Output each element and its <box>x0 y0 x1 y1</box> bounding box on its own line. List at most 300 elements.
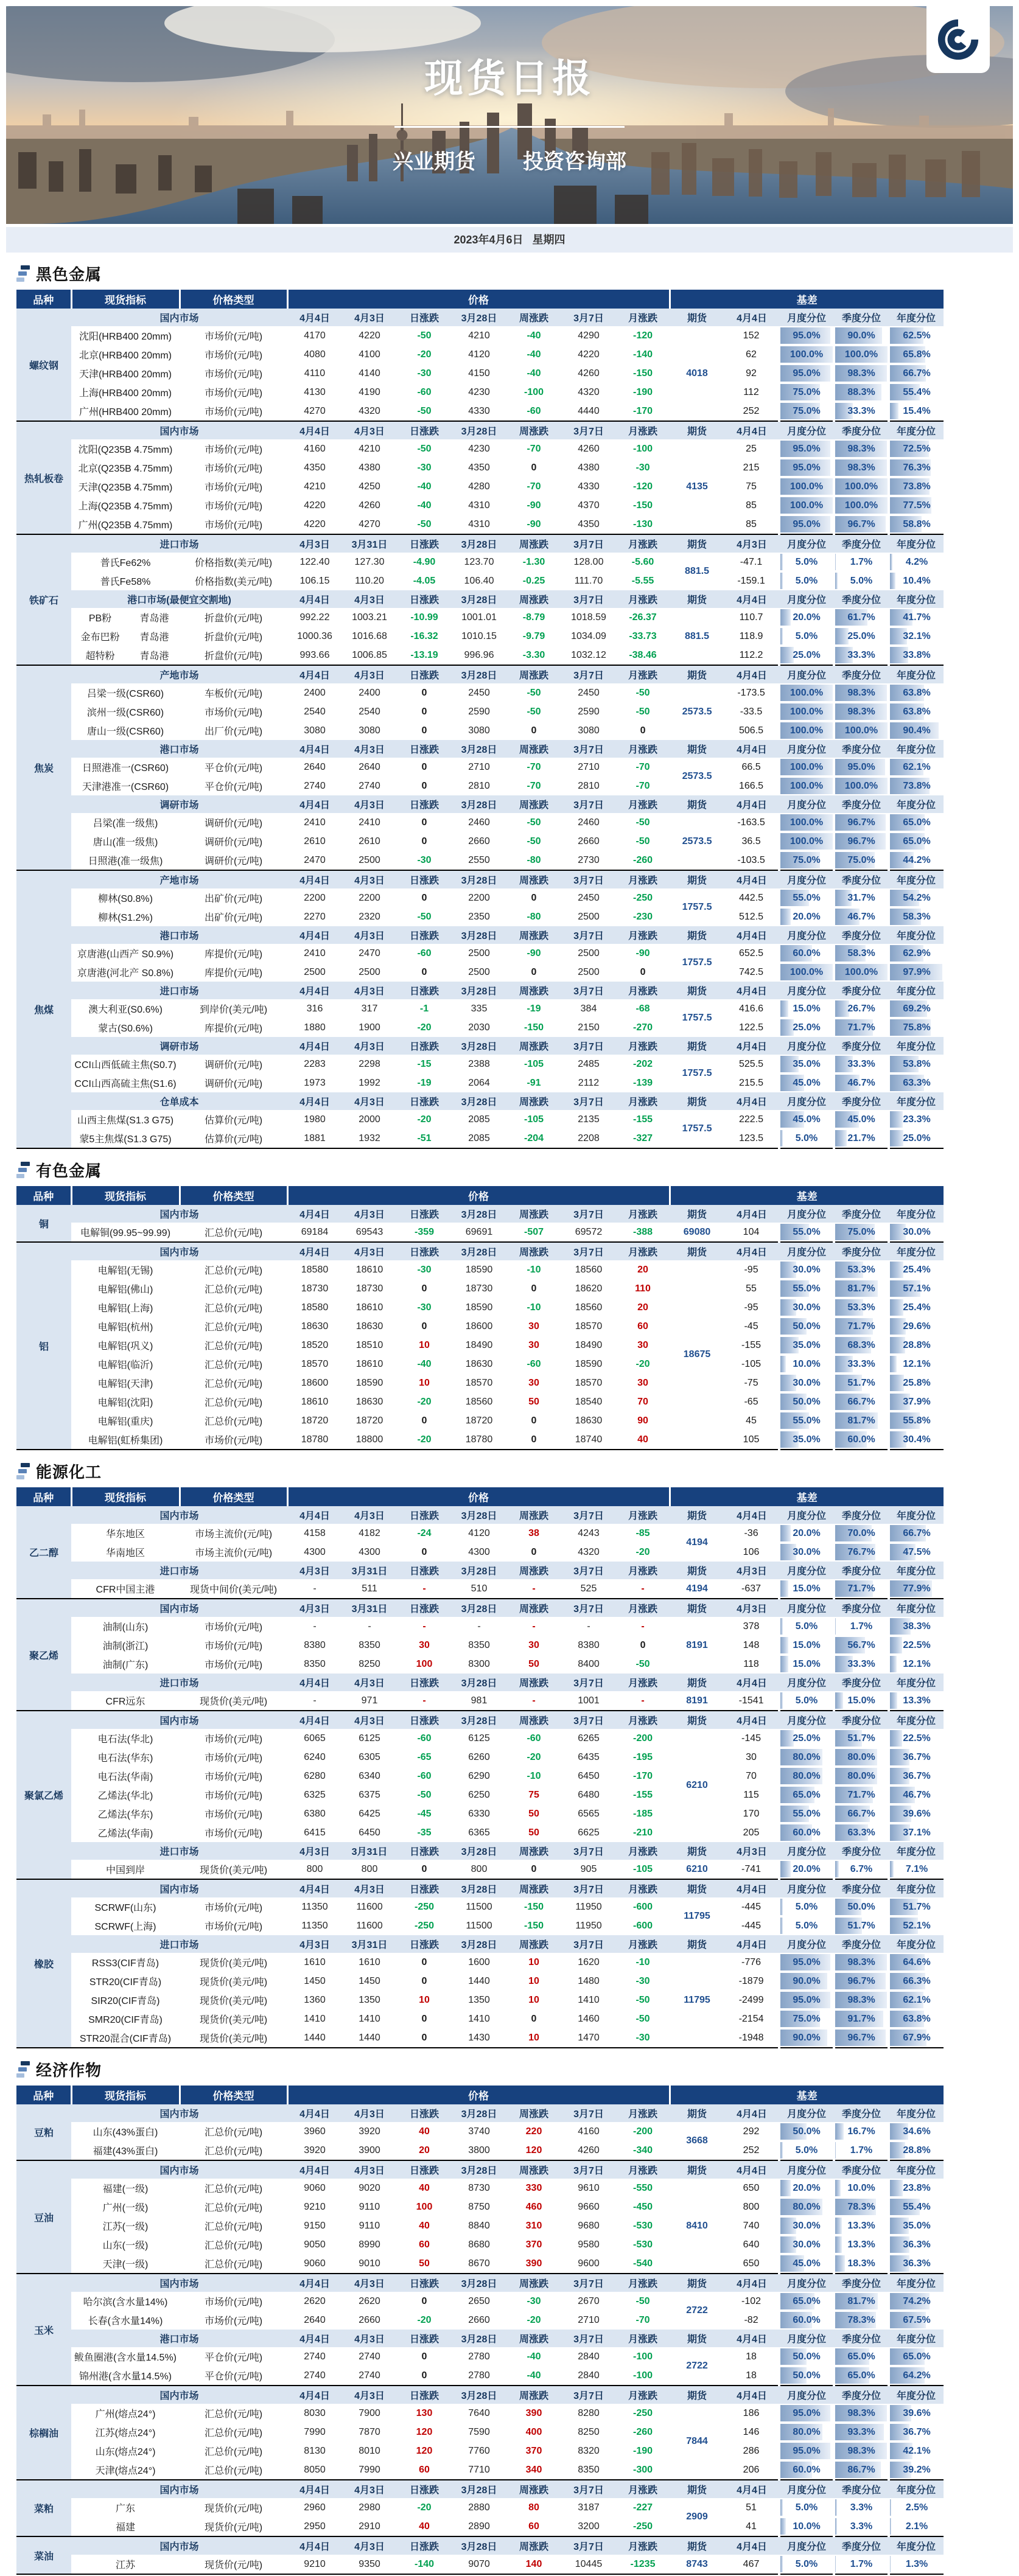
price-cell: 4260 <box>561 439 616 458</box>
change-cell: -550 <box>616 2179 670 2197</box>
price-cell: 1460 <box>561 2009 616 2028</box>
percentile-value: 1.3% <box>905 2558 928 2569</box>
price-cell: - <box>452 1617 506 1636</box>
percentile-cell <box>889 364 944 383</box>
commodity-group-聚氯乙烯 <box>16 1711 944 1879</box>
change-cell: -250 <box>616 2404 670 2423</box>
price-cell: 2910 <box>342 2517 397 2536</box>
change-cell: -155 <box>616 1785 670 1804</box>
percentile-value: 50.0% <box>793 2351 821 2362</box>
price-cell: 106.15 <box>287 571 342 590</box>
change-cell: 110 <box>616 1279 670 1298</box>
percentile-cell <box>889 999 944 1018</box>
date-label: 月涨跌 <box>616 926 670 944</box>
percentile-value: 15.0% <box>793 1583 821 1594</box>
price-cell: 7590 <box>452 2423 506 2442</box>
date-label: 期货 <box>670 1562 724 1579</box>
commodity-name: 焦煤 <box>16 870 71 1148</box>
price-cell: 9660 <box>561 2197 616 2216</box>
date-label: 周涨跌 <box>506 2104 561 2122</box>
percentile-cell <box>834 907 889 926</box>
change-cell: -190 <box>616 2442 670 2460</box>
report-title: 现货日报 <box>424 57 595 100</box>
change-cell: 10 <box>397 1336 452 1355</box>
percentile-cell <box>889 1804 944 1823</box>
table-row <box>16 1543 944 1562</box>
percentile-bar <box>890 1375 904 1391</box>
commodity-name: 菜粕 <box>16 2480 71 2536</box>
percentile-value: 25.4% <box>903 1264 931 1275</box>
price-cell: 2740 <box>287 2347 342 2366</box>
percentile-value: 15.0% <box>793 1639 821 1650</box>
market-label: 国内市场 <box>71 2274 287 2292</box>
date-label: 日涨跌 <box>397 2104 452 2122</box>
percentile-cell <box>779 1785 834 1804</box>
price-type-cell: 市场价(元/吨) <box>180 477 287 496</box>
price-type-cell: 市场价(元/吨) <box>180 1823 287 1842</box>
commodity-group-菜油 <box>16 2536 944 2574</box>
change-cell: -1 <box>397 999 452 1018</box>
indicator-name-cell: 沈阳(HRB400 20mm) <box>71 326 180 345</box>
percentile-cell <box>779 963 834 982</box>
table-row <box>16 1223 944 1242</box>
price-type-cell: 现货价(美元/吨) <box>180 1860 287 1879</box>
percentile-bar <box>890 1692 897 1709</box>
percentile-cell <box>889 439 944 458</box>
date-label: 4月3日 <box>287 1842 342 1860</box>
percentile-value: 90.0% <box>847 330 875 341</box>
percentile-value: 1.7% <box>850 556 873 567</box>
percentile-cell <box>889 1729 944 1748</box>
percentile-cell <box>834 2311 889 2330</box>
date-label: 3月7日 <box>561 2536 616 2555</box>
price-cell: 1900 <box>342 1018 397 1037</box>
basis-cell: 104 <box>724 1223 779 1242</box>
change-cell: -130 <box>616 515 670 534</box>
price-cell: 18720 <box>342 1411 397 1430</box>
indicator-name-cell: 柳林(S0.8%) <box>71 888 180 907</box>
price-cell: 1440 <box>287 2028 342 2048</box>
market-label: 国内市场 <box>71 2386 287 2404</box>
change-cell: -210 <box>616 1823 670 1842</box>
basis-cell: 66.5 <box>724 758 779 777</box>
report-date: 2023年4月6日 <box>453 234 524 246</box>
report-subtitle <box>6 145 1013 175</box>
tick-bar-icon <box>21 1463 30 1467</box>
date-label: 3月7日 <box>561 309 616 326</box>
date-label: 日涨跌 <box>397 590 452 608</box>
price-type-cell: 折盘价(元/吨) <box>180 646 287 665</box>
price-cell: 9210 <box>287 2197 342 2216</box>
date-label: 期货 <box>670 2386 724 2404</box>
table-row <box>16 477 944 496</box>
indicator-name-cell: SCRWF(上海) <box>71 1916 180 1935</box>
table-row <box>16 944 944 963</box>
change-cell: -9.79 <box>506 627 561 646</box>
percentile-value: 46.7% <box>903 1789 931 1800</box>
basis-cell: 205 <box>724 1823 779 1842</box>
indicator-name-cell: 山东(一级) <box>71 2235 180 2254</box>
date-label: 期货 <box>670 1092 724 1110</box>
date-label: 季度分位 <box>834 926 889 944</box>
change-cell: 220 <box>506 2122 561 2141</box>
price-cell: 8250 <box>342 1655 397 1674</box>
percentile-value: 97.9% <box>903 966 931 977</box>
table-row <box>16 2555 944 2574</box>
table-row <box>16 439 944 458</box>
percentile-value: 3.3% <box>850 2521 873 2532</box>
change-cell: -105 <box>616 1860 670 1879</box>
percentile-cell <box>779 2366 834 2386</box>
percentile-value: 77.9% <box>903 1583 931 1594</box>
date-label: 4月3日 <box>342 2536 397 2555</box>
date-label: 日涨跌 <box>397 1879 452 1897</box>
change-cell: 0 <box>397 1279 452 1298</box>
date-label: 月涨跌 <box>616 2274 670 2292</box>
change-cell: -204 <box>506 1129 561 1148</box>
indicator-name-cell: 吕梁(准一级焦) <box>71 813 180 832</box>
price-type-cell: 现货价(美元/吨) <box>180 2028 287 2048</box>
change-cell: -20 <box>616 1355 670 1374</box>
percentile-value: 63.3% <box>903 1077 931 1088</box>
price-cell: 2298 <box>342 1055 397 1073</box>
percentile-value: 5.0% <box>795 1621 818 1632</box>
price-cell: 18590 <box>561 1355 616 1374</box>
percentile-value: 15.4% <box>903 405 931 416</box>
date-label: 月度分位 <box>779 2160 834 2179</box>
change-cell: -105 <box>506 1110 561 1129</box>
change-cell: -30 <box>397 364 452 383</box>
price-cell: 18590 <box>452 1298 506 1317</box>
indicator-name-cell: PB粉 <box>71 608 129 627</box>
basis-cell: 467 <box>724 2555 779 2574</box>
percentile-bar <box>780 1019 794 1036</box>
market-header-row <box>16 534 944 553</box>
table-row <box>16 1073 944 1092</box>
change-cell: 0 <box>506 1430 561 1450</box>
percentile-bar <box>780 1525 791 1541</box>
price-cell: 1000.36 <box>287 627 342 646</box>
section-title <box>16 262 1019 285</box>
table-row <box>16 1298 944 1317</box>
change-cell: -202 <box>616 1055 670 1073</box>
percentile-cell <box>889 496 944 515</box>
change-cell: -260 <box>616 851 670 870</box>
percentile-cell <box>779 1991 834 2009</box>
price-type-cell: 到岸价(美元/吨) <box>180 999 287 1018</box>
percentile-value: 22.5% <box>903 1639 931 1650</box>
change-cell: 30 <box>506 1336 561 1355</box>
date-label: 季度分位 <box>834 1935 889 1953</box>
price-cell: 3080 <box>342 721 397 740</box>
table-row <box>16 1279 944 1298</box>
indicator-name-cell: 江苏 <box>71 2555 180 2574</box>
date-label: 3月7日 <box>561 2274 616 2292</box>
futures-price-cell: 2573.5 <box>670 813 724 870</box>
percentile-value: 25.0% <box>903 1133 931 1143</box>
market-header-row <box>16 1242 944 1260</box>
indicator-port-cell: 青岛港 <box>129 646 180 665</box>
price-cell: 8350 <box>561 2460 616 2480</box>
price-type-cell: 汇总价(元/吨) <box>180 1355 287 1374</box>
table-row <box>16 813 944 832</box>
market-label: 国内市场 <box>71 2536 287 2555</box>
price-type-cell: 汇总价(元/吨) <box>180 1279 287 1298</box>
percentile-value: 51.7% <box>847 1377 875 1388</box>
price-type-cell: 市场价(元/吨) <box>180 1785 287 1804</box>
percentile-cell <box>779 1336 834 1355</box>
percentile-cell <box>834 1991 889 2009</box>
commodity-group-铝 <box>16 1242 944 1450</box>
percentile-cell <box>779 646 834 665</box>
price-cell: 18570 <box>287 1355 342 1374</box>
percentile-cell <box>834 1260 889 1279</box>
percentile-cell <box>834 1336 889 1355</box>
futures-price-cell: 1757.5 <box>670 1110 724 1148</box>
price-cell: 8130 <box>287 2442 342 2460</box>
price-cell: 4220 <box>342 326 397 345</box>
date-label: 月涨跌 <box>616 1599 670 1617</box>
percentile-value: 5.0% <box>795 556 818 567</box>
price-cell: 4310 <box>452 496 506 515</box>
report-sections <box>0 262 1019 2575</box>
percentile-cell <box>834 2517 889 2536</box>
change-cell: 0 <box>397 1543 452 1562</box>
price-cell: 2320 <box>342 907 397 926</box>
price-cell: - <box>287 1617 342 1636</box>
date-label: 周涨跌 <box>506 2330 561 2347</box>
table-row <box>16 888 944 907</box>
percentile-value: 80.0% <box>793 2201 821 2212</box>
table-row <box>16 1860 944 1879</box>
percentile-bar <box>780 2556 783 2572</box>
market-header-row <box>16 2536 944 2555</box>
price-cell: 2500 <box>287 963 342 982</box>
section-title-label: 经济作物 <box>36 2061 102 2079</box>
change-cell: -91 <box>506 1073 561 1092</box>
price-cell: 4230 <box>452 439 506 458</box>
section-title <box>16 1460 1019 1482</box>
change-cell: -260 <box>616 2423 670 2442</box>
price-type-cell: 汇总价(元/吨) <box>180 1298 287 1317</box>
change-cell: -20 <box>397 2311 452 2330</box>
basis-cell: 85 <box>724 496 779 515</box>
change-cell: -16.32 <box>397 627 452 646</box>
change-cell: -70 <box>616 777 670 795</box>
basis-cell: 118 <box>724 1655 779 1674</box>
date-label: 3月7日 <box>561 2480 616 2498</box>
percentile-value: 60.0% <box>793 2464 821 2475</box>
price-cell: 2388 <box>452 1055 506 1073</box>
percentile-cell <box>779 1317 834 1336</box>
percentile-value: 5.0% <box>795 2502 818 2513</box>
price-cell: 2660 <box>342 2311 397 2330</box>
date-label: 3月28日 <box>452 1037 506 1055</box>
basis-cell: -75 <box>724 1374 779 1392</box>
price-cell: 4440 <box>561 402 616 421</box>
percentile-value: 30.0% <box>793 2220 821 2231</box>
price-cell: 18540 <box>561 1392 616 1411</box>
basis-cell: -1879 <box>724 1972 779 1991</box>
date-label: 月涨跌 <box>616 665 670 683</box>
percentile-cell <box>834 2498 889 2517</box>
table-row <box>16 1972 944 1991</box>
percentile-value: 95.0% <box>793 2407 821 2418</box>
percentile-cell <box>779 1972 834 1991</box>
percentile-cell <box>834 963 889 982</box>
price-cell: 18630 <box>452 1355 506 1374</box>
basis-cell: -445 <box>724 1897 779 1916</box>
date-label: 4月3日 <box>342 926 397 944</box>
percentile-value: 66.7% <box>903 1527 931 1538</box>
futures-price-cell: 2722 <box>670 2292 724 2330</box>
basis-cell: -105 <box>724 1355 779 1374</box>
column-header-variety: 品种 <box>16 1186 71 1205</box>
market-label: 国内市场 <box>71 2480 287 2498</box>
price-cell: 7710 <box>452 2460 506 2480</box>
percentile-cell <box>834 1617 889 1636</box>
percentile-cell <box>834 888 889 907</box>
indicator-name-cell: 电解铝(沈阳) <box>71 1392 180 1411</box>
change-cell: -50 <box>397 515 452 534</box>
change-cell: 0 <box>397 1411 452 1430</box>
percentile-cell <box>889 2235 944 2254</box>
date-label: 月度分位 <box>779 740 834 758</box>
percentile-cell <box>779 345 834 364</box>
price-cell: 6425 <box>342 1804 397 1823</box>
date-label: 月度分位 <box>779 1674 834 1691</box>
date-label: 期货 <box>670 2104 724 2122</box>
change-cell: -195 <box>616 1748 670 1767</box>
market-header-row <box>16 1506 944 1524</box>
tick-bar-icon <box>16 277 24 282</box>
banner <box>6 6 1013 224</box>
commodity-group-焦炭 <box>16 665 944 870</box>
date-label: 4月3日 <box>342 2274 397 2292</box>
price-cell: 18580 <box>287 1260 342 1279</box>
price-cell: 2540 <box>342 702 397 721</box>
change-cell: 0 <box>397 2028 452 2048</box>
price-cell: 18570 <box>452 1374 506 1392</box>
commodity-name: 橡胶 <box>16 1879 71 2048</box>
date-label: 年度分位 <box>889 1879 944 1897</box>
change-cell: -51 <box>397 1129 452 1148</box>
date-label: 4月3日 <box>342 795 397 813</box>
percentile-value: 55.0% <box>793 1226 821 1237</box>
price-cell: 3200 <box>561 2517 616 2536</box>
price-cell: 18560 <box>561 1298 616 1317</box>
price-cell: 2485 <box>561 1055 616 1073</box>
market-header-row <box>16 1562 944 1579</box>
price-cell: 2740 <box>342 2366 397 2386</box>
percentile-value: 90.0% <box>793 1975 821 1986</box>
date-label: 月涨跌 <box>616 2386 670 2404</box>
percentile-cell <box>779 1860 834 1879</box>
change-cell: -50 <box>616 683 670 702</box>
table-row <box>16 2122 944 2141</box>
percentile-cell <box>834 1953 889 1972</box>
price-type-cell: 调研价(元/吨) <box>180 1073 287 1092</box>
price-cell: 2150 <box>561 1018 616 1037</box>
percentile-cell <box>889 813 944 832</box>
market-label: 进口市场 <box>71 982 287 999</box>
table-row <box>16 1524 944 1543</box>
change-cell: -30 <box>397 1298 452 1317</box>
percentile-cell <box>889 1355 944 1374</box>
table-row <box>16 2347 944 2366</box>
table-row <box>16 1411 944 1430</box>
change-cell: -40 <box>506 2347 561 2366</box>
date-label: 日涨跌 <box>397 665 452 683</box>
change-cell: 60 <box>397 2460 452 2480</box>
basis-cell: 123.5 <box>724 1129 779 1148</box>
percentile-value: 64.2% <box>903 2370 931 2381</box>
percentile-cell <box>779 813 834 832</box>
date-label: 年度分位 <box>889 2330 944 2347</box>
change-cell: 0 <box>397 721 452 740</box>
date-label: 日涨跌 <box>397 982 452 999</box>
indicator-port-cell: 青岛港 <box>129 608 180 627</box>
percentile-value: 10.0% <box>847 2182 875 2193</box>
indicator-name-cell: 江苏(熔点24°) <box>71 2423 180 2442</box>
column-header-price_type: 价格类型 <box>180 290 287 309</box>
date-label: 月涨跌 <box>616 534 670 553</box>
percentile-value: 96.7% <box>847 817 875 828</box>
date-label: 4月4日 <box>287 2274 342 2292</box>
percentile-cell <box>889 1897 944 1916</box>
percentile-value: 86.7% <box>847 2464 875 2475</box>
date-label: 期货 <box>670 740 724 758</box>
percentile-cell <box>834 1018 889 1037</box>
main-header-row <box>16 1487 944 1506</box>
date-label: 3月28日 <box>452 421 506 439</box>
percentile-value: 65.0% <box>793 1789 821 1800</box>
date-label: 季度分位 <box>834 1562 889 1579</box>
price-cell: 6625 <box>561 1823 616 1842</box>
price-type-cell: 市场价(元/吨) <box>180 1729 287 1748</box>
change-cell: 0 <box>397 2292 452 2311</box>
price-cell: 18630 <box>561 1411 616 1430</box>
price-cell: 971 <box>342 1691 397 1711</box>
price-type-cell: 市场主流价(元/吨) <box>180 1524 287 1543</box>
percentile-cell <box>834 1524 889 1543</box>
date-label: 3月28日 <box>452 309 506 326</box>
change-cell: 0 <box>506 1543 561 1562</box>
date-label: 4月3日 <box>342 1879 397 1897</box>
market-label: 国内市场 <box>71 309 287 326</box>
percentile-value: 54.2% <box>903 892 931 903</box>
change-cell: 0 <box>506 1411 561 1430</box>
percentile-value: 80.0% <box>793 1751 821 1762</box>
table-row <box>16 2498 944 2517</box>
table-row <box>16 1655 944 1674</box>
price-cell: 18610 <box>342 1355 397 1374</box>
price-cell: 4320 <box>342 402 397 421</box>
commodity-name: 铝 <box>16 1242 71 1450</box>
basis-cell: 650 <box>724 2254 779 2274</box>
percentile-value: 95.0% <box>847 761 875 772</box>
price-cell: 2740 <box>342 777 397 795</box>
price-type-cell: 汇总价(元/吨) <box>180 1223 287 1242</box>
change-cell: -60 <box>397 1729 452 1748</box>
market-label: 国内市场 <box>71 1205 287 1223</box>
date-label: 周涨跌 <box>506 1092 561 1110</box>
commodity-group-聚乙烯 <box>16 1599 944 1711</box>
price-cell: 2610 <box>342 832 397 851</box>
date-label: 3月7日 <box>561 926 616 944</box>
percentile-value: 90.4% <box>903 725 931 736</box>
percentile-value: 100.0% <box>790 817 824 828</box>
